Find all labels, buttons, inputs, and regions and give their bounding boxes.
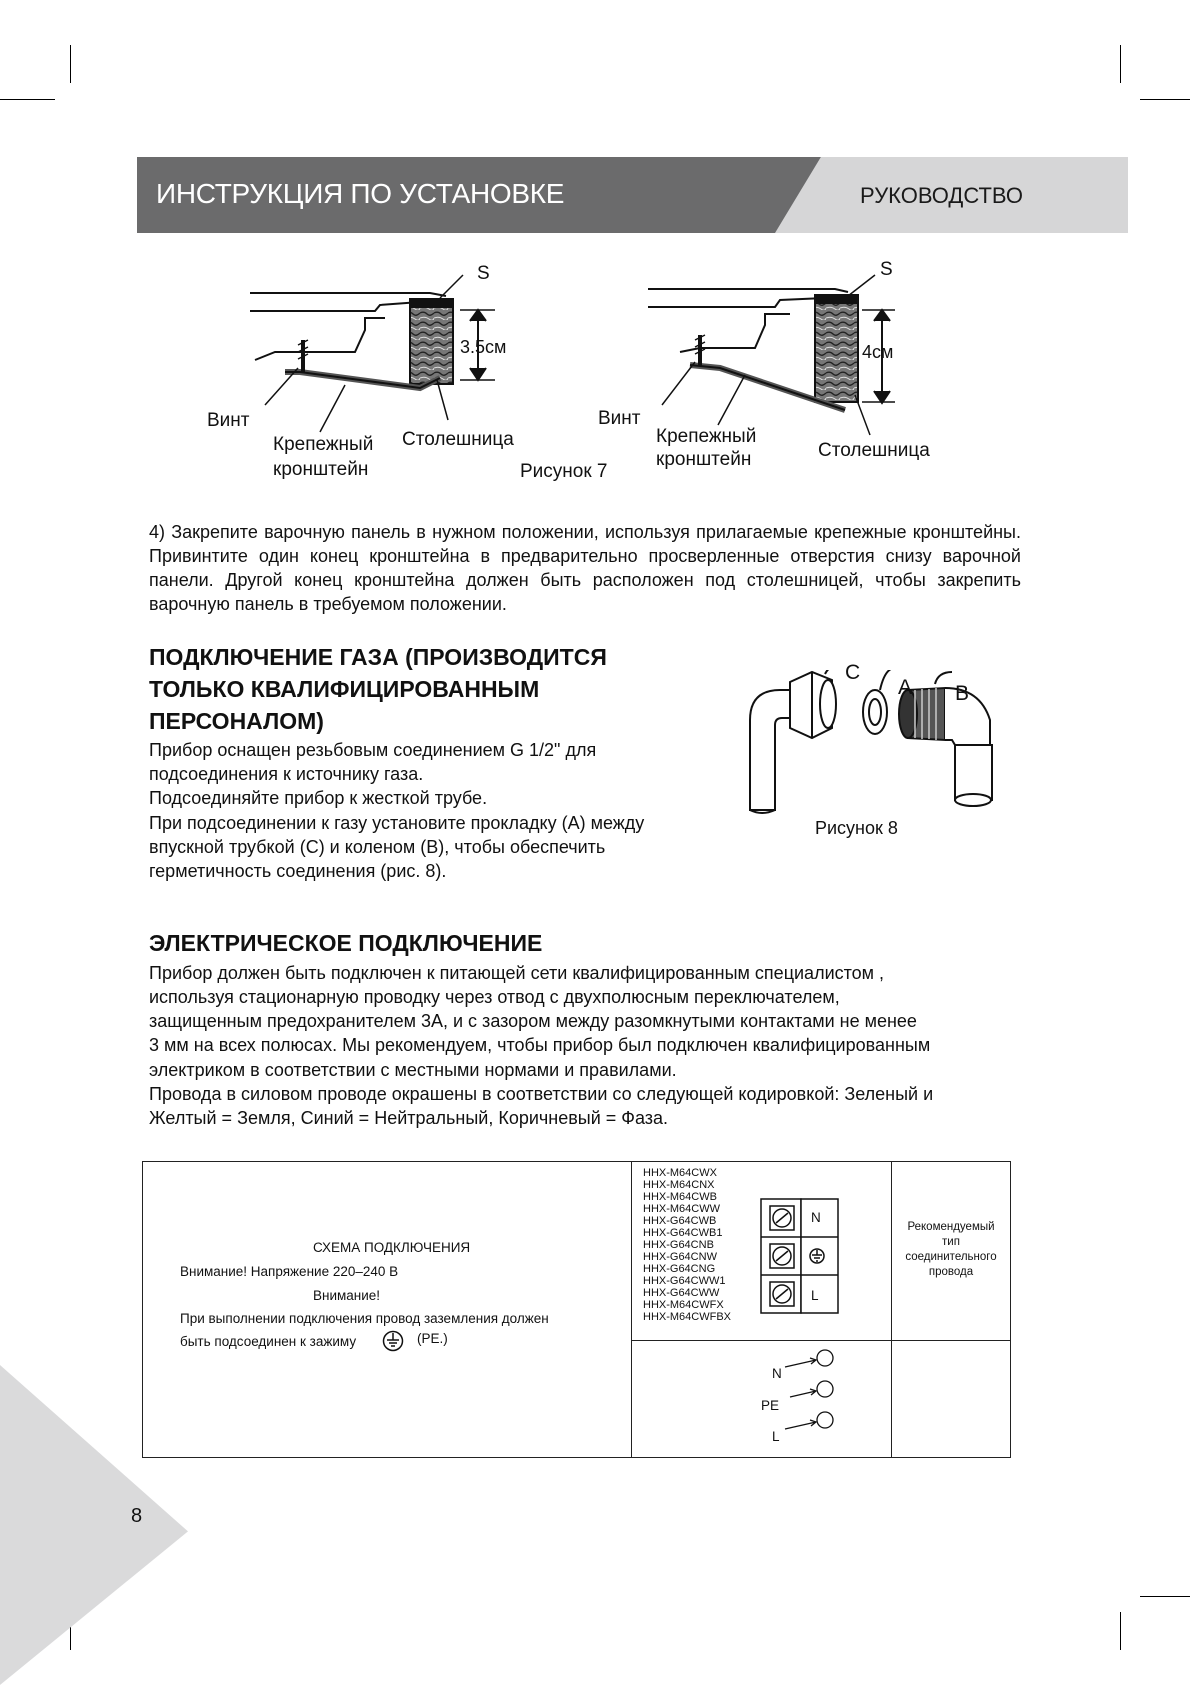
recommended-line: провода: [928, 1266, 974, 1278]
fig8-label-a: A: [898, 676, 913, 699]
table-divider-2: [891, 1161, 892, 1458]
fig7-right-s-label: S: [880, 259, 893, 280]
electric-heading: ЭЛЕКТРИЧЕСКОЕ ПОДКЛЮЧЕНИЕ: [149, 930, 543, 956]
electric-body-line-3: защищенным предохранителем 3А, и с зазором между разомкнутыми контактами не менее: [149, 1011, 917, 1031]
model-item: HHX-G64CNB: [643, 1239, 714, 1251]
fig7-left-bracket-label-2: кронштейн: [273, 459, 369, 480]
model-item: HHX-G64CNG: [643, 1263, 716, 1275]
gas-body-line-5: впускной трубкой (С) и коленом (В), чтобы обеспечить: [149, 837, 606, 857]
fig7-right-bracket-label-2: кронштейн: [656, 449, 752, 470]
model-item: HHX-M64CNX: [643, 1179, 715, 1191]
page-number: 8: [131, 1505, 143, 1527]
crop-mark: [1140, 99, 1190, 100]
model-list: [643, 1167, 731, 1323]
voltage-note: Внимание! Напряжение 220–240 В: [180, 1264, 399, 1279]
gas-body-line-1: Прибор оснащен резьбовым соединением G 1/2" для: [149, 740, 597, 760]
wire-markers: [780, 1345, 840, 1445]
model-item: HHX-M64CWW: [643, 1203, 720, 1215]
wire-l-label: L: [772, 1429, 780, 1444]
gas-heading-line-1: ПОДКЛЮЧЕНИЕ ГАЗА (ПРОИЗВОДИТСЯ: [149, 644, 607, 670]
figure7-right-assembly: [648, 275, 895, 435]
electric-body-line-4: 3 мм на всех полюсах. Мы рекомендуем, чтобы прибор был подключен квалифицированным: [149, 1035, 931, 1055]
figure8-drawing: [740, 670, 1020, 820]
table-divider-3: [631, 1340, 1011, 1341]
fig8-label-c: C: [845, 661, 861, 684]
manual-title: РУКОВОДСТВО: [860, 183, 1023, 208]
step4-paragraph: 4) Закрепите варочную панель в нужном положении, используя прилагаемые крепежные кронштейны. Привинтите один конец кронштейна в предварительно просверленные отверстия снизу варочной панели. Другой конец кронштейна должен быть расположен под столешницей, чтобы закрепить варочную панель в требуемом положении.: [149, 522, 1021, 614]
crop-mark: [1120, 1612, 1121, 1650]
gas-body-line-4: При подсоединении к газу установите прокладку (А) между: [149, 813, 645, 833]
crop-mark: [1140, 1596, 1190, 1597]
model-item: HHX-M64CWB: [643, 1191, 717, 1203]
wire-pe-label: PE: [761, 1398, 780, 1413]
section-title: ИНСТРУКЦИЯ ПО УСТАНОВКЕ: [156, 178, 565, 209]
model-item: HHX-M64CWFBX: [643, 1311, 732, 1323]
fig7-left-s-label: S: [477, 263, 490, 284]
recommended-line: соединительного: [905, 1251, 997, 1263]
ground-note-line-1: При выполнении подключения провод заземления должен: [180, 1311, 549, 1326]
scheme-title: СХЕМА ПОДКЛЮЧЕНИЯ: [313, 1240, 471, 1255]
figure7-caption: Рисунок 7: [520, 461, 608, 482]
fig7-left-dimension: 3.5см: [460, 337, 507, 357]
ground-pe-label: (PE.): [417, 1331, 448, 1346]
gas-body-line-2: подсоединения к источнику газа.: [149, 764, 424, 784]
model-item: HHX-G64CWB: [643, 1215, 717, 1227]
recommended-line: тип: [942, 1236, 960, 1248]
ground-symbol-icon: [382, 1330, 404, 1352]
electric-body-line-7: Желтый = Земля, Синий = Нейтральный, Коричневый = Фаза.: [149, 1108, 669, 1128]
terminal-l-label: L: [811, 1288, 819, 1303]
recommended-cable: [892, 1220, 1010, 1280]
terminal-n-label: N: [811, 1210, 821, 1225]
recommended-line: Рекомендуемый: [907, 1221, 995, 1233]
fig7-left-bracket-label-1: Крепежный: [273, 434, 374, 455]
model-item: HHX-M64CWFX: [643, 1299, 724, 1311]
electric-body-line-5: электриком в соответствии с местными нормами и правилами.: [149, 1060, 677, 1080]
model-item: HHX-G64CWW: [643, 1287, 720, 1299]
attention-label: Внимание!: [313, 1288, 381, 1303]
crop-mark: [0, 99, 55, 100]
terminal-block: [760, 1198, 840, 1314]
model-item: HHX-G64CNW: [643, 1251, 717, 1263]
connection-table: [142, 1161, 1011, 1458]
wire-n-label: N: [772, 1366, 782, 1381]
model-item: HHX-M64CWX: [643, 1167, 717, 1179]
electric-body-line-2: используя стационарную проводку через отвод с двухполюсным переключателем,: [149, 987, 840, 1007]
fig7-right-countertop-label: Столешница: [818, 440, 930, 461]
gas-heading-line-3: ПЕРСОНАЛОМ): [149, 708, 324, 734]
fig7-right-bracket-label-1: Крепежный: [656, 426, 757, 447]
fig7-left-countertop-label: Столешница: [402, 429, 514, 450]
figure7-left-assembly: [250, 275, 495, 432]
fig7-left-screw-label: Винт: [207, 410, 250, 431]
figure8-caption: Рисунок 8: [815, 818, 898, 838]
table-divider-1: [631, 1161, 632, 1458]
gas-heading-line-2: ТОЛЬКО КВАЛИФИЦИРОВАННЫМ: [149, 676, 540, 702]
electric-body-line-6: Провода в силовом проводе окрашены в соответствии со следующей кодировкой: Зеленый и: [149, 1084, 934, 1104]
fig8-label-b: B: [955, 682, 970, 705]
ground-note-line-2: быть подсоединен к зажиму: [180, 1334, 357, 1349]
gas-body-line-3: Подсоединяйте прибор к жесткой трубе.: [149, 788, 488, 808]
model-item: HHX-G64CWB1: [643, 1227, 723, 1239]
crop-mark: [70, 45, 71, 83]
electric-body-line-1: Прибор должен быть подключен к питающей сети квалифицированным специалистом ,: [149, 963, 885, 983]
figure7-drawing: [0, 250, 1190, 470]
fig7-right-dimension: 4см: [862, 342, 894, 362]
fig7-right-screw-label: Винт: [598, 408, 641, 429]
gas-body-line-6: герметичность соединения (рис. 8).: [149, 861, 447, 881]
crop-mark: [1120, 45, 1121, 83]
model-item: HHX-G64CWW1: [643, 1275, 726, 1287]
